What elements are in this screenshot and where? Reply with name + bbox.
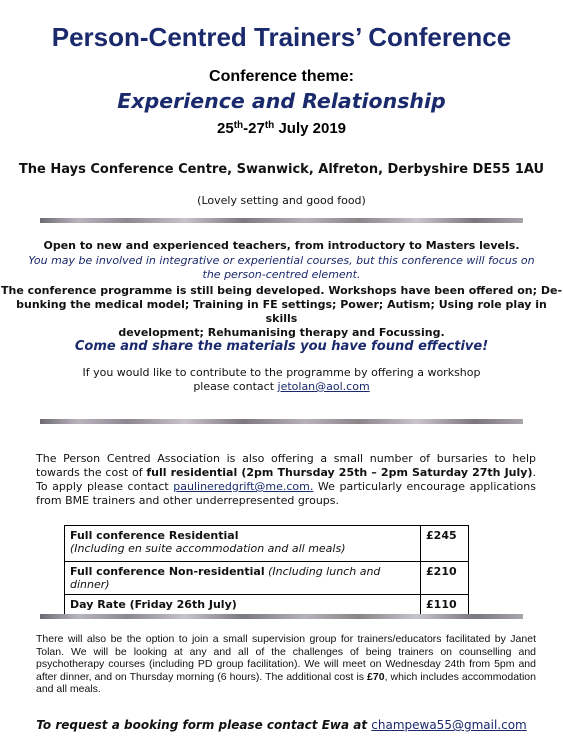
theme-label: Conference theme: bbox=[209, 68, 354, 85]
fee-row bbox=[65, 526, 469, 562]
fee-detail: (Including lunch and dinner) bbox=[70, 565, 381, 591]
bursary-text: The Person Centred Association is also offering a small number of bursaries to help towards the cost of full residential (2pm Thursday 25th – 2pm Saturday 27th July). To apply please contact paulineredgrift@me.com. We particularly encourage applications from BME trainers and other underrepresented groups. bbox=[36, 452, 536, 507]
theme-title: Experience and Relationship bbox=[117, 89, 446, 113]
booking-text: To request a booking form please contact Ewa at champewa55@gmail.com bbox=[36, 718, 527, 732]
fee-price: £210 bbox=[421, 562, 469, 595]
fee-name: Full conference Residential bbox=[70, 529, 239, 542]
booking-email-link[interactable]: champewa55@gmail.com bbox=[371, 718, 527, 732]
fee-detail: (Including en suite accommodation and all meals) bbox=[70, 542, 346, 555]
divider bbox=[40, 218, 523, 223]
venue-address: The Hays Conference Centre, Swanwick, Alfreton, Derbyshire DE55 1AU bbox=[18, 162, 545, 177]
focus-text: You may be involved in integrative or experiential courses, but this conference will focus on the person-centred element. bbox=[28, 254, 535, 281]
fee-row bbox=[65, 562, 469, 595]
fee-name: Full conference Non-residential bbox=[70, 565, 265, 578]
fee-price: £245 bbox=[421, 526, 469, 562]
audience-text: Open to new and experienced teachers, from introductory to Masters levels. bbox=[43, 239, 520, 252]
divider bbox=[40, 614, 523, 619]
supervision-text: There will also be the option to join a small supervision group for trainers/educators facilitated by Janet Tolan. We will be looking at any and all of the challenges of being trainers on counselling and psychotherapy courses (including PD group facilitation). We will meet on Wednesday 24th from 5pm and after dinner, and on Thursday morning (6 hours). The additional cost is £70, which includes accommodation and all meals. bbox=[36, 633, 536, 695]
divider bbox=[40, 419, 523, 424]
fee-price: £110 bbox=[421, 595, 469, 619]
bursary-email-link[interactable]: paulineredgrift@me.com. bbox=[173, 480, 314, 493]
contact-email-link[interactable]: jetolan@aol.com bbox=[277, 380, 370, 393]
call-to-action: Come and share the materials you have found effective! bbox=[74, 339, 489, 354]
conference-title: Person-Centred Trainers’ Conference bbox=[51, 22, 512, 52]
setting-note: (Lovely setting and good food) bbox=[197, 194, 366, 207]
contribute-text: If you would like to contribute to the programme by offering a workshop please contact jetolan@aol.com bbox=[82, 366, 481, 393]
programme-text: The conference programme is still being developed. Workshops have been offered on; De- bunking the medical model; Training in FE settings; Power; Autism; Using role play in skills development; Rehumanising therapy and Focussing. bbox=[0, 284, 563, 339]
fees-table bbox=[64, 525, 469, 619]
fee-name: Day Rate (Friday 26th July) bbox=[70, 598, 237, 611]
conference-dates: 25th-27th July 2019 bbox=[217, 120, 346, 137]
